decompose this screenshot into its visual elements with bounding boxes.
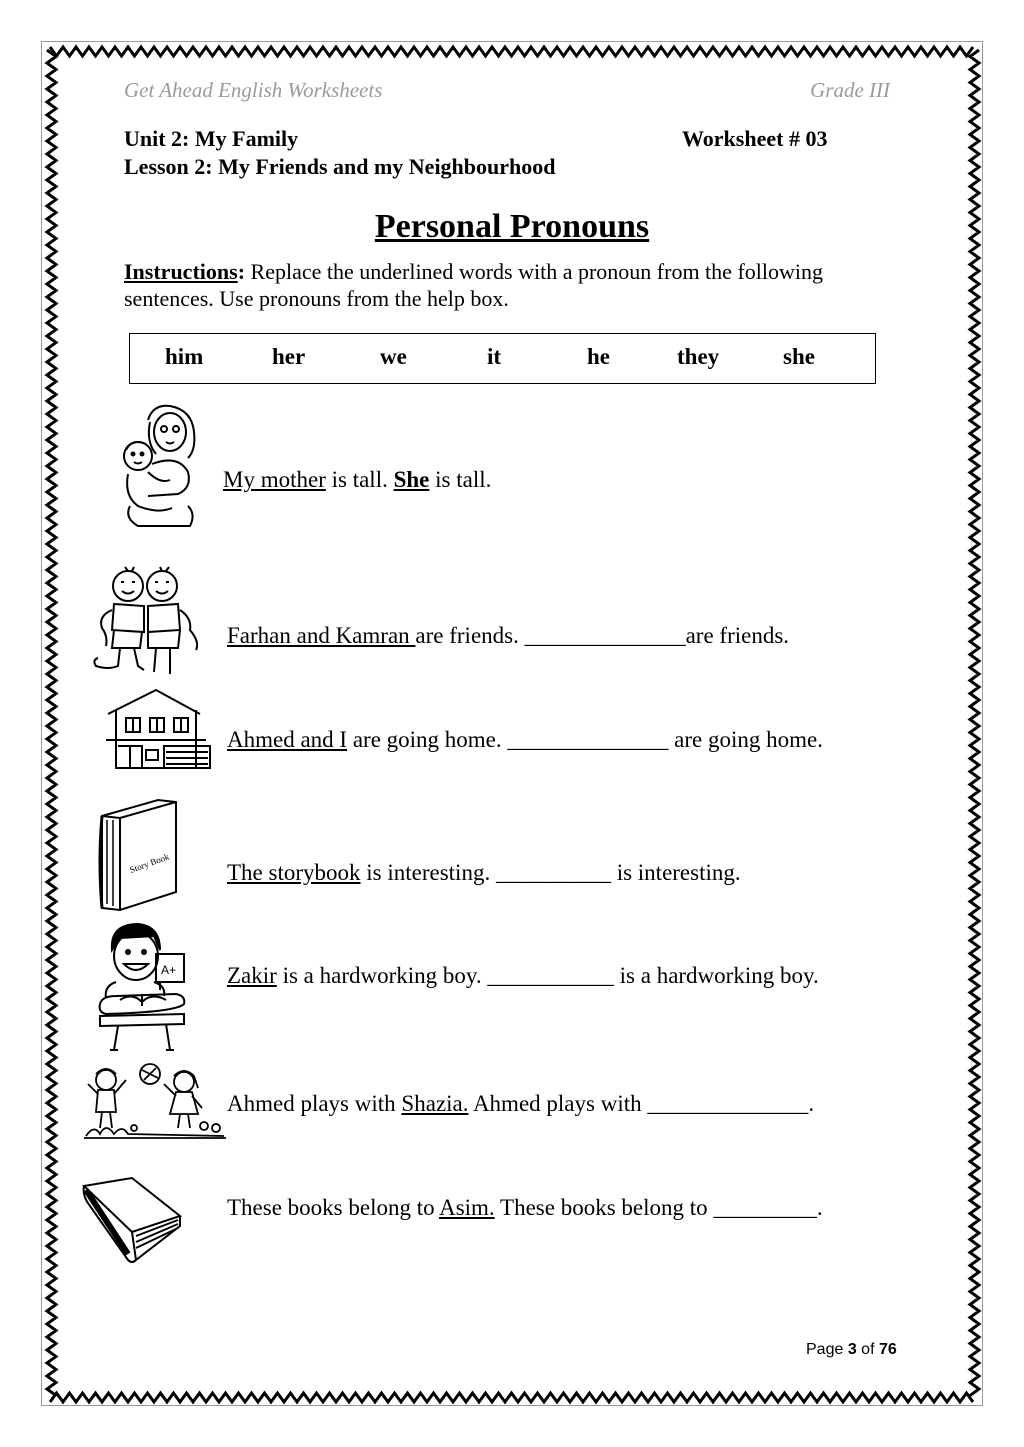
storybook-icon <box>98 796 182 912</box>
storybook-label: Story Book <box>128 851 171 875</box>
sentence-2-underlined: Farhan and Kamran <box>227 623 416 648</box>
two-boys-icon <box>88 566 208 678</box>
sentence-7-underlined: Asim. <box>439 1195 495 1220</box>
sentence-2-text: are friends. ______________are friends. <box>415 623 790 648</box>
sentence-6 <box>227 1091 814 1117</box>
page-footer <box>806 1341 897 1359</box>
sentence-6-underlined: Shazia. <box>401 1091 469 1116</box>
help-word: her <box>272 344 306 369</box>
help-word: it <box>487 344 502 369</box>
sentence-6-text: Ahmed plays with ______________. <box>468 1091 815 1116</box>
footer-page-word: Page <box>806 1341 848 1358</box>
help-word: he <box>587 344 610 369</box>
grade-card-text: A+ <box>161 963 177 977</box>
sentence-1-text-end: is tall. <box>429 467 492 492</box>
kids-playing-icon <box>84 1062 226 1142</box>
boy-at-desk-icon <box>96 920 190 1054</box>
instructions-colon: : <box>237 259 246 284</box>
header-series-title: Get Ahead English Worksheets <box>124 78 383 102</box>
sentence-6-text-start: Ahmed plays with <box>227 1091 402 1116</box>
closed-book-icon <box>80 1176 184 1266</box>
sentence-3 <box>227 727 823 753</box>
sentence-7-text-start: These books belong to <box>227 1195 440 1220</box>
sentence-1-answer: She <box>393 467 430 492</box>
page-title: Personal Pronouns <box>374 208 650 245</box>
sentence-5-underlined: Zakir <box>227 963 277 988</box>
help-box <box>129 333 876 384</box>
sentence-5 <box>227 963 819 989</box>
lesson-title: Lesson 2: My Friends and my Neighbourhood <box>124 154 556 179</box>
unit-title: Unit 2: My Family <box>124 126 299 151</box>
house-icon <box>104 688 214 770</box>
sentence-7-text: These books belong to _________. <box>494 1195 823 1220</box>
sentence-3-underlined: Ahmed and I <box>227 727 348 752</box>
sentence-5-text: is a hardworking boy. ___________ is a hardworking boy. <box>276 963 819 988</box>
footer-page-number: 3 <box>847 1341 857 1358</box>
mother-child-icon <box>108 402 208 530</box>
header-grade: Grade III <box>810 78 890 102</box>
sentence-4-text: is interesting. __________ is interesting. <box>360 860 741 885</box>
worksheet-number: Worksheet # 03 <box>682 126 828 151</box>
footer-page-total: 76 <box>878 1341 897 1358</box>
sentence-1-underlined: My mother <box>223 467 326 492</box>
help-word: they <box>677 344 720 369</box>
sentence-4-underlined: The storybook <box>227 860 361 885</box>
sentence-2 <box>227 623 789 649</box>
help-word: him <box>165 344 204 369</box>
footer-of-word: of <box>856 1341 879 1358</box>
sentence-4 <box>227 860 741 886</box>
help-word: we <box>380 344 407 369</box>
instructions-text: Replace the underlined words with a pronoun from the following sentences. Use pronouns from the help box. <box>124 259 823 311</box>
sentence-3-text: are going home. ______________ are going home. <box>347 727 823 752</box>
instructions-label: Instructions <box>124 259 238 284</box>
sentence-1-text: is tall. <box>325 467 394 492</box>
sentence-1 <box>223 467 491 493</box>
sentence-7 <box>227 1195 823 1221</box>
instructions <box>124 258 904 312</box>
help-word: she <box>783 344 815 369</box>
